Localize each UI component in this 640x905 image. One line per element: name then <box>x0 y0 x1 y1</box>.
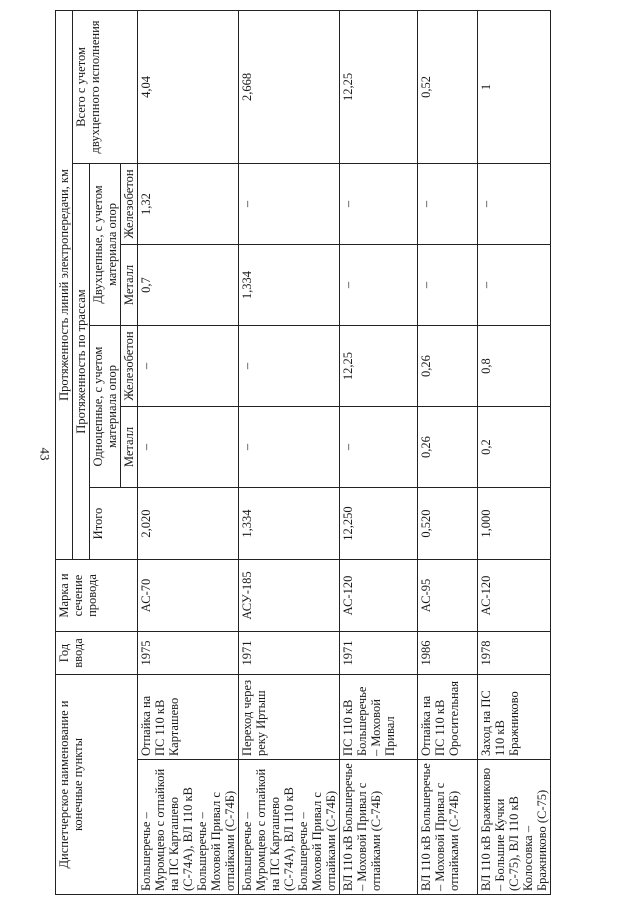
header-single: Одноцепные, с учетом материала опор <box>90 326 121 488</box>
row-double-concrete: 1,32 <box>138 164 239 245</box>
rotated-table-container <box>55 11 610 895</box>
row-section: Переход через реку Иртыш <box>239 675 340 760</box>
row-section: Отпайка на ПС 110 кВ Карташево <box>138 675 239 760</box>
row-double-metal: – <box>478 245 551 326</box>
row-year: 1986 <box>418 632 478 675</box>
row-single-metal: – <box>340 407 418 488</box>
row-single-metal: – <box>239 407 340 488</box>
page-number: 43 <box>37 447 53 461</box>
row-all: 12,25 <box>340 10 418 163</box>
table-row <box>340 10 418 894</box>
row-single-metal: 0,2 <box>478 407 551 488</box>
row-double-metal: – <box>418 245 478 326</box>
row-double-metal: – <box>340 245 418 326</box>
header-double-metal: Металл <box>121 245 138 326</box>
row-wire: АС-120 <box>340 560 418 632</box>
row-double-concrete: – <box>239 164 340 245</box>
row-name: Большеречье – Муромцево с отпайкой на ПС Карташево (С-74А), ВЛ 110 кВ Большеречье – Моховой Привал с отпайками (С-74Б) <box>138 760 239 895</box>
row-double-concrete: – <box>418 164 478 245</box>
row-single-concrete: 0,8 <box>478 326 551 407</box>
row-all: 0,52 <box>418 10 478 163</box>
row-double-concrete: – <box>478 164 551 245</box>
row-total: 0,520 <box>418 488 478 560</box>
row-wire: АС-70 <box>138 560 239 632</box>
row-year: 1971 <box>340 632 418 675</box>
row-wire: АСУ-185 <box>239 560 340 632</box>
row-single-concrete: 0,26 <box>418 326 478 407</box>
header-double-concrete: Железобетон <box>121 164 138 245</box>
header-route-group: Протяженность по трассам <box>73 164 90 560</box>
row-double-concrete: – <box>340 164 418 245</box>
row-total: 2,020 <box>138 488 239 560</box>
row-single-concrete: – <box>138 326 239 407</box>
header-total: Итого <box>90 488 138 560</box>
row-section: Заход на ПС 110 кВ Бражниково <box>478 675 551 760</box>
row-single-concrete: – <box>239 326 340 407</box>
row-wire: АС-95 <box>418 560 478 632</box>
header-all: Всего с учетом двухцепного исполнения <box>73 10 138 163</box>
row-section: Отпайка на ПС 110 кВ Оросительная <box>418 675 478 760</box>
table-row <box>478 10 551 894</box>
header-wire: Марка и сечение провода <box>56 560 138 632</box>
row-name: Большеречье – Муромцево с отпайкой на ПС Карташево (С-74А), ВЛ 110 кВ Большеречье – Моховой Привал с отпайками (С-74Б) <box>239 760 340 895</box>
header-double: Двухцепные, с учетом материала опор <box>90 164 121 326</box>
row-name: ВЛ 110 кВ Бражниково – Большие Кучки (С-75), ВЛ 110 кВ Колосовка – Бражниково (С-75) <box>478 760 551 895</box>
row-section: ПС 110 кВ Большеречье – Моховой Привал <box>340 675 418 760</box>
row-year: 1975 <box>138 632 239 675</box>
row-double-metal: 0,7 <box>138 245 239 326</box>
row-total: 12,250 <box>340 488 418 560</box>
header-name: Диспетчерское наименование и конечные пункты <box>56 675 138 895</box>
header-year: Год ввода <box>56 632 138 675</box>
row-year: 1971 <box>239 632 340 675</box>
row-year: 1978 <box>478 632 551 675</box>
row-double-metal: 1,334 <box>239 245 340 326</box>
header-single-metal: Металл <box>121 407 138 488</box>
table-row <box>239 10 340 894</box>
header-single-concrete: Железобетон <box>121 326 138 407</box>
row-single-metal: – <box>138 407 239 488</box>
table-row <box>138 10 239 894</box>
row-total: 1,000 <box>478 488 551 560</box>
row-single-metal: 0,26 <box>418 407 478 488</box>
row-all: 4,04 <box>138 10 239 163</box>
row-name: ВЛ 110 кВ Большеречье – Моховой Привал с отпайками (С-74Б) <box>340 760 418 895</box>
row-wire: АС-120 <box>478 560 551 632</box>
row-all: 2,668 <box>239 10 340 163</box>
row-all: 1 <box>478 10 551 163</box>
row-name: ВЛ 110 кВ Большеречье – Моховой Привал с отпайками (С-74Б) <box>418 760 478 895</box>
row-total: 1,334 <box>239 488 340 560</box>
power-lines-table <box>55 10 551 895</box>
header-length-group: Протяженность линий электропередачи, км <box>56 10 73 559</box>
table-row <box>418 10 478 894</box>
row-single-concrete: 12,25 <box>340 326 418 407</box>
